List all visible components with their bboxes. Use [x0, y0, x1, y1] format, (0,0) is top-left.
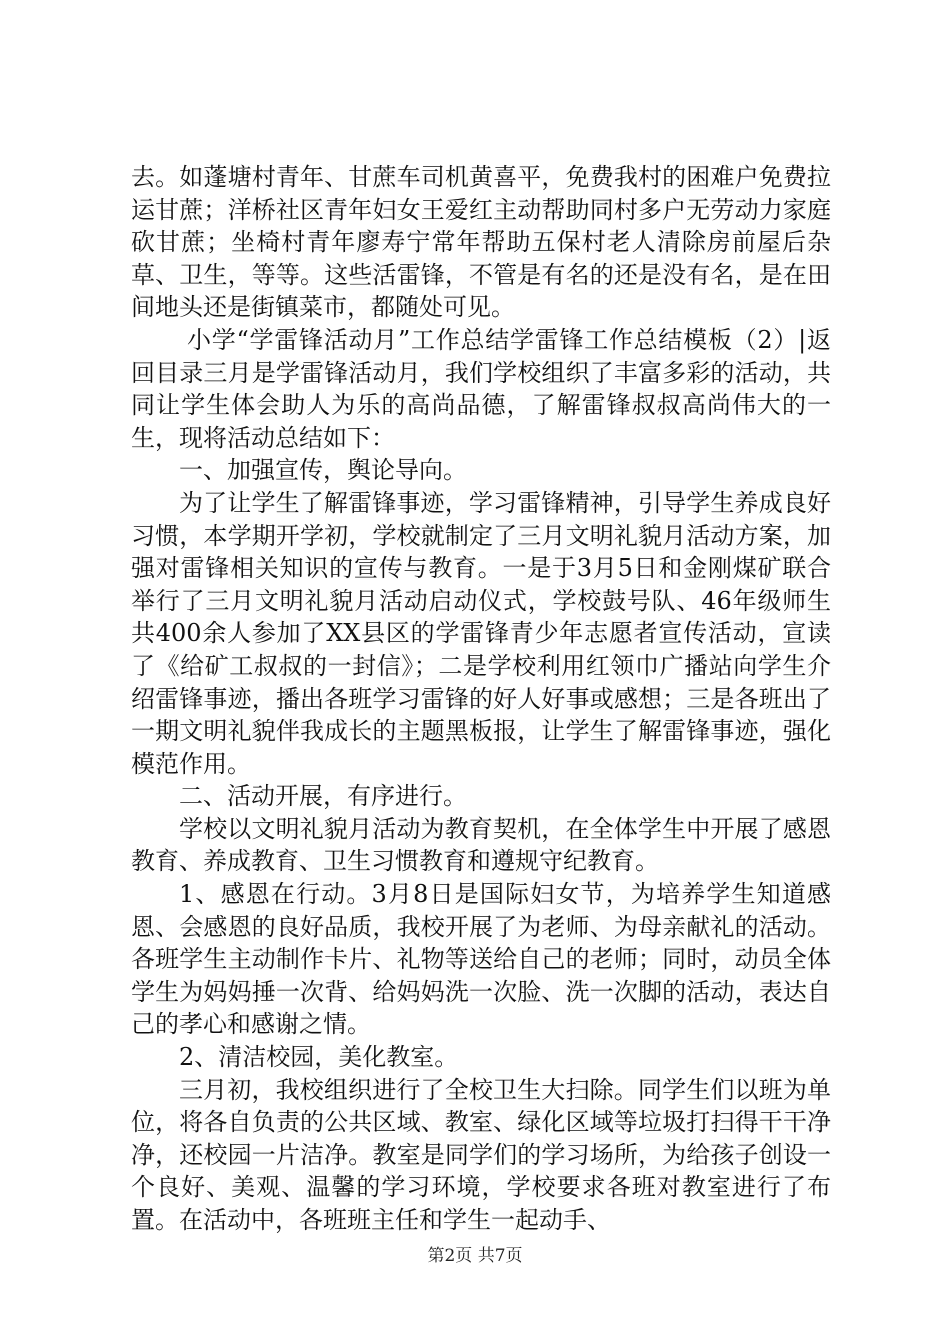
paragraph-section-title: 小学“学雷锋活动月”工作总结学雷锋工作总结模板（2）|返回目录三月是学雷锋活动月，我们学校组织了丰富多彩的活动，共同让学生体会助人为乐的高尚品德，了解雷锋叔叔高尚伟大的一生，现将活动总结如下： — [131, 325, 831, 452]
document-body — [131, 161, 831, 1237]
paragraph-continuation: 去。如蓬塘村青年、甘蔗车司机黄喜平，免费我村的困难户免费拉运甘蔗；洋桥社区青年妇女王爱红主动帮助同村多户无劳动力家庭砍甘蔗；坐椅村青年廖寿宁常年帮助五保村老人清除房前屋后杂草、卫生，等等。这些活雷锋，不管是有名的还是没有名，是在田间地头还是街镇菜市，都随处可见。 — [131, 163, 831, 322]
heading-publicity: 一、加强宣传，舆论导向。 — [179, 456, 467, 485]
page-number-footer: 第2页 共7页 — [427, 1246, 523, 1266]
paragraph-activities: 学校以文明礼貌月活动为教育契机，在全体学生中开展了感恩教育、养成教育、卫生习惯教育和遵规守纪教育。 — [131, 814, 831, 876]
paragraph-gratitude: 1、感恩在行动。3月8日是国际妇女节，为培养学生知道感恩、会感恩的良好品质，我校开展了为老师、为母亲献礼的活动。各班学生主动制作卡片、礼物等送给自己的老师；同时，动员全体学生为妈妈捶一次背、给妈妈洗一次脸、洗一次脚的活动，表达自己的孝心和感谢之情。 — [131, 880, 831, 1039]
heading-clean-campus: 2、清洁校园，美化教室。 — [179, 1043, 459, 1072]
heading-activities: 二、活动开展，有序进行。 — [179, 782, 467, 811]
paragraph-clean-campus: 三月初，我校组织进行了全校卫生大扫除。同学生们以班为单位，将各自负责的公共区域、教室、绿化区域等垃圾打扫得干干净净，还校园一片洁净。教室是同学们的学习场所，为给孩子创设一个良好、美观、温馨的学习环境，学校要求各班对教室进行了布置。在活动中，各班班主任和学生一起动手、 — [131, 1075, 831, 1234]
paragraph-publicity: 为了让学生了解雷锋事迹，学习雷锋精神，引导学生养成良好习惯，本学期开学初，学校就制定了三月文明礼貌月活动方案，加强对雷锋相关知识的宣传与教育。一是于3月5日和金刚煤矿联合举行了三月文明礼貌月活动启动仪式，学校鼓号队、46年级师生共400余人参加了XX县区的学雷锋青少年志愿者宣传活动，宣读了《给矿工叔叔的一封信》；二是学校利用红领巾广播站向学生介绍雷锋事迹，播出各班学习雷锋的好人好事或感想；三是各班出了一期文明礼貌伴我成长的主题黑板报，让学生了解雷锋事迹，强化模范作用。 — [131, 488, 831, 778]
